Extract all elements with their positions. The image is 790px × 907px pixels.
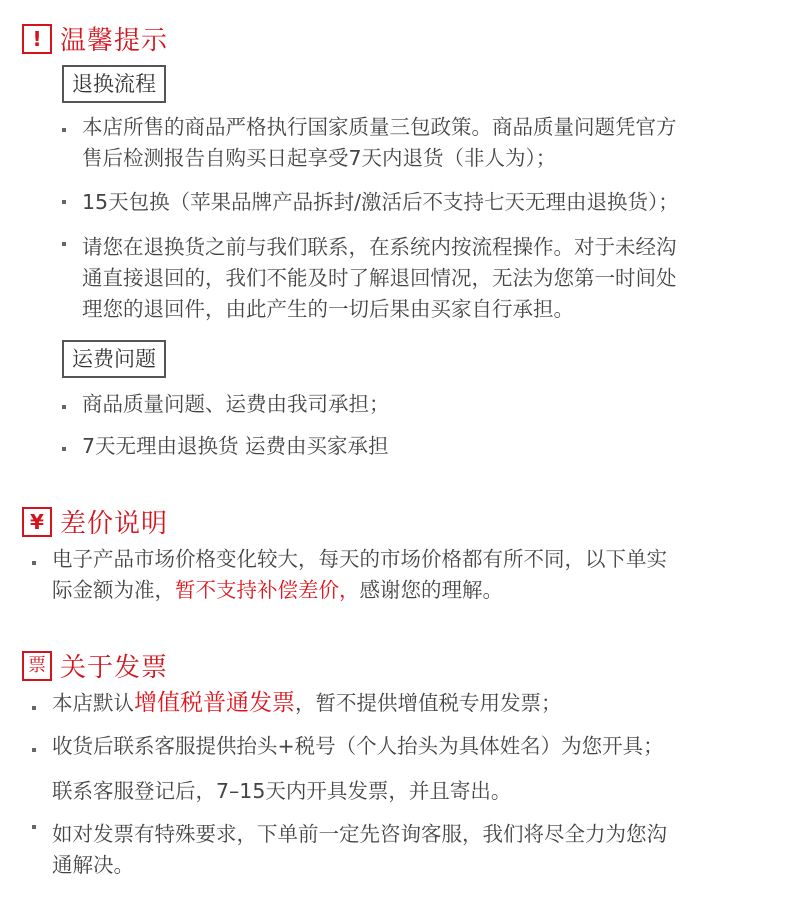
bullet-icon — [32, 748, 36, 752]
returns-item-1-line-1: 本店所售的商品严格执行国家质量三包政策。商品质量问题凭官方 — [82, 115, 677, 139]
shipping-item-2 — [82, 431, 389, 462]
returns-process-label: 退换流程 — [62, 65, 166, 103]
price-diff-section-header — [22, 503, 168, 540]
invoice-item-1-b: ，暂不提供增值税专用发票； — [295, 691, 562, 715]
price-diff-line-2-b: 感谢您的理解。 — [359, 578, 503, 602]
bullet-icon — [62, 128, 66, 132]
invoice-item-3-line-1: 如对发票有特殊要求，下单前一定先咨询客服，我们将尽全力为您沟 — [52, 822, 667, 846]
bullet-icon — [32, 706, 36, 710]
invoice-type-highlight: 增值税普通发票 — [134, 690, 295, 716]
price-diff-title: 差价说明 — [60, 509, 169, 539]
shipping-item-1 — [82, 389, 390, 420]
price-diff-line-2 — [52, 575, 667, 606]
exclamation-icon: ! — [22, 24, 52, 54]
invoice-item-2-continuation: 联系客服登记后，7–15天内开具发票，并且寄出。 — [52, 779, 512, 803]
invoice-item-2 — [52, 731, 664, 762]
invoice-icon: 票 — [22, 651, 52, 681]
invoice-title: 关于发票 — [60, 653, 169, 683]
returns-item-2-line-1: 15天包换（苹果品牌产品拆封/激活后不支持七天无理由退换货）； — [82, 190, 679, 214]
price-diff-line-2-a: 际金额为准， — [52, 578, 175, 602]
invoice-item-3-line-2: 通解决。 — [52, 853, 134, 877]
returns-item-2 — [82, 187, 679, 218]
tips-section-header — [22, 20, 168, 57]
tips-title: 温馨提示 — [60, 26, 169, 56]
price-diff-line-1: 电子产品市场价格变化较大，每天的市场价格都有所不同，以下单实 — [52, 547, 667, 571]
bullet-icon — [32, 825, 36, 829]
yen-icon: ¥ — [22, 507, 52, 537]
shipping-item-1-text: 商品质量问题、运费由我司承担； — [82, 392, 390, 416]
price-diff-no-compensation: 暂不支持补偿差价， — [175, 578, 360, 602]
bullet-icon — [32, 561, 36, 565]
shipping-issue-label: 运费问题 — [62, 340, 166, 378]
invoice-item-1-a: 本店默认 — [52, 691, 134, 715]
returns-item-1 — [82, 112, 677, 174]
invoice-section-header — [22, 647, 168, 684]
bullet-icon — [62, 447, 66, 451]
bullet-icon — [62, 242, 66, 246]
returns-item-3-line-3: 理您的退回件，由此产生的一切后果由买家自行承担。 — [82, 297, 574, 321]
returns-item-3-line-2: 通直接退回的，我们不能及时了解退回情况，无法为您第一时间处 — [82, 266, 677, 290]
invoice-item-3 — [52, 819, 667, 881]
shipping-item-2-text: 7天无理由退换货 运费由买家承担 — [82, 434, 389, 458]
invoice-item-2-text: 收货后联系客服提供抬头+税号（个人抬头为具体姓名）为您开具； — [52, 734, 664, 758]
price-diff-item — [52, 544, 667, 606]
bullet-icon — [62, 200, 66, 204]
bullet-icon — [62, 405, 66, 409]
returns-item-3 — [82, 232, 677, 325]
returns-item-1-line-2: 售后检测报告自购买日起享受7天内退货（非人为）； — [82, 146, 557, 170]
returns-item-3-line-1: 请您在退换货之前与我们联系，在系统内按流程操作。对于未经沟 — [82, 235, 677, 259]
invoice-item-1 — [52, 688, 562, 719]
